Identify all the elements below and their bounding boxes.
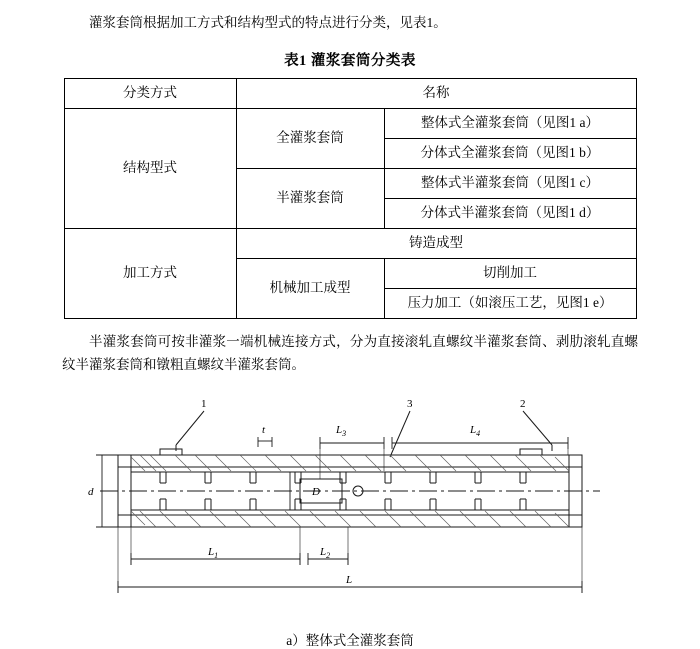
callout-label-3: 3 [407,397,413,410]
callout-label-2: 2 [520,397,526,410]
figure-caption: a）整体式全灌浆套筒 [286,632,414,648]
table-cell-group-machining: 机械加工成型 [236,258,384,318]
dimension-label-L2: $L_2$ [320,545,331,560]
table-header-cell-category: 分类方式 [64,78,236,108]
table-cell-group-half-grout: 半灌浆套筒 [236,168,384,228]
table-row [64,228,636,258]
table-cell-casting: 铸造成型 [236,228,636,258]
table-cell-item: 分体式半灌浆套筒（见图1 d） [384,198,636,228]
table-header-row [64,78,636,108]
dimension-label-L4: $L_4$ [470,423,481,438]
dimension-label-L: L [346,573,353,586]
classification-table [64,78,637,319]
dimension-label-t: t [262,423,266,436]
table-row [64,108,636,138]
table-cell-group-full-grout: 全灌浆套筒 [236,108,384,168]
table-header-cell-name: 名称 [236,78,636,108]
body-paragraph: 半灌浆套筒可按非灌浆一端机械连接方式，分为直接滚轧直螺纹半灌浆套筒、剥肋滚轧直螺纹半灌浆套筒和镦粗直螺纹半灌浆套筒。 [62,333,638,372]
table-cell-item: 整体式半灌浆套筒（见图1 c） [384,168,636,198]
figure-sleeve-diagram [0,387,700,648]
dimension-label-d: d [88,485,94,498]
dimension-label-L3: $L_3$ [336,423,347,438]
table-cell-item: 切削加工 [384,258,636,288]
dimension-label-L1: $L_1$ [208,545,219,560]
figure-svg [0,387,700,627]
callout-label-1: 1 [201,397,207,410]
table-cell-category-process: 加工方式 [64,228,236,318]
dimension-label-D: D [312,485,320,498]
intro-paragraph: 灌浆套筒根据加工方式和结构型式的特点进行分类，见表1。 [89,15,447,30]
table-title: 表1 灌浆套筒分类表 [284,52,416,69]
table-cell-category-structure: 结构型式 [64,108,236,228]
table-cell-item: 压力加工（如滚压工艺，见图1 e） [384,288,636,318]
table-cell-item: 整体式全灌浆套筒（见图1 a） [384,108,636,138]
table-cell-item: 分体式全灌浆套筒（见图1 b） [384,138,636,168]
